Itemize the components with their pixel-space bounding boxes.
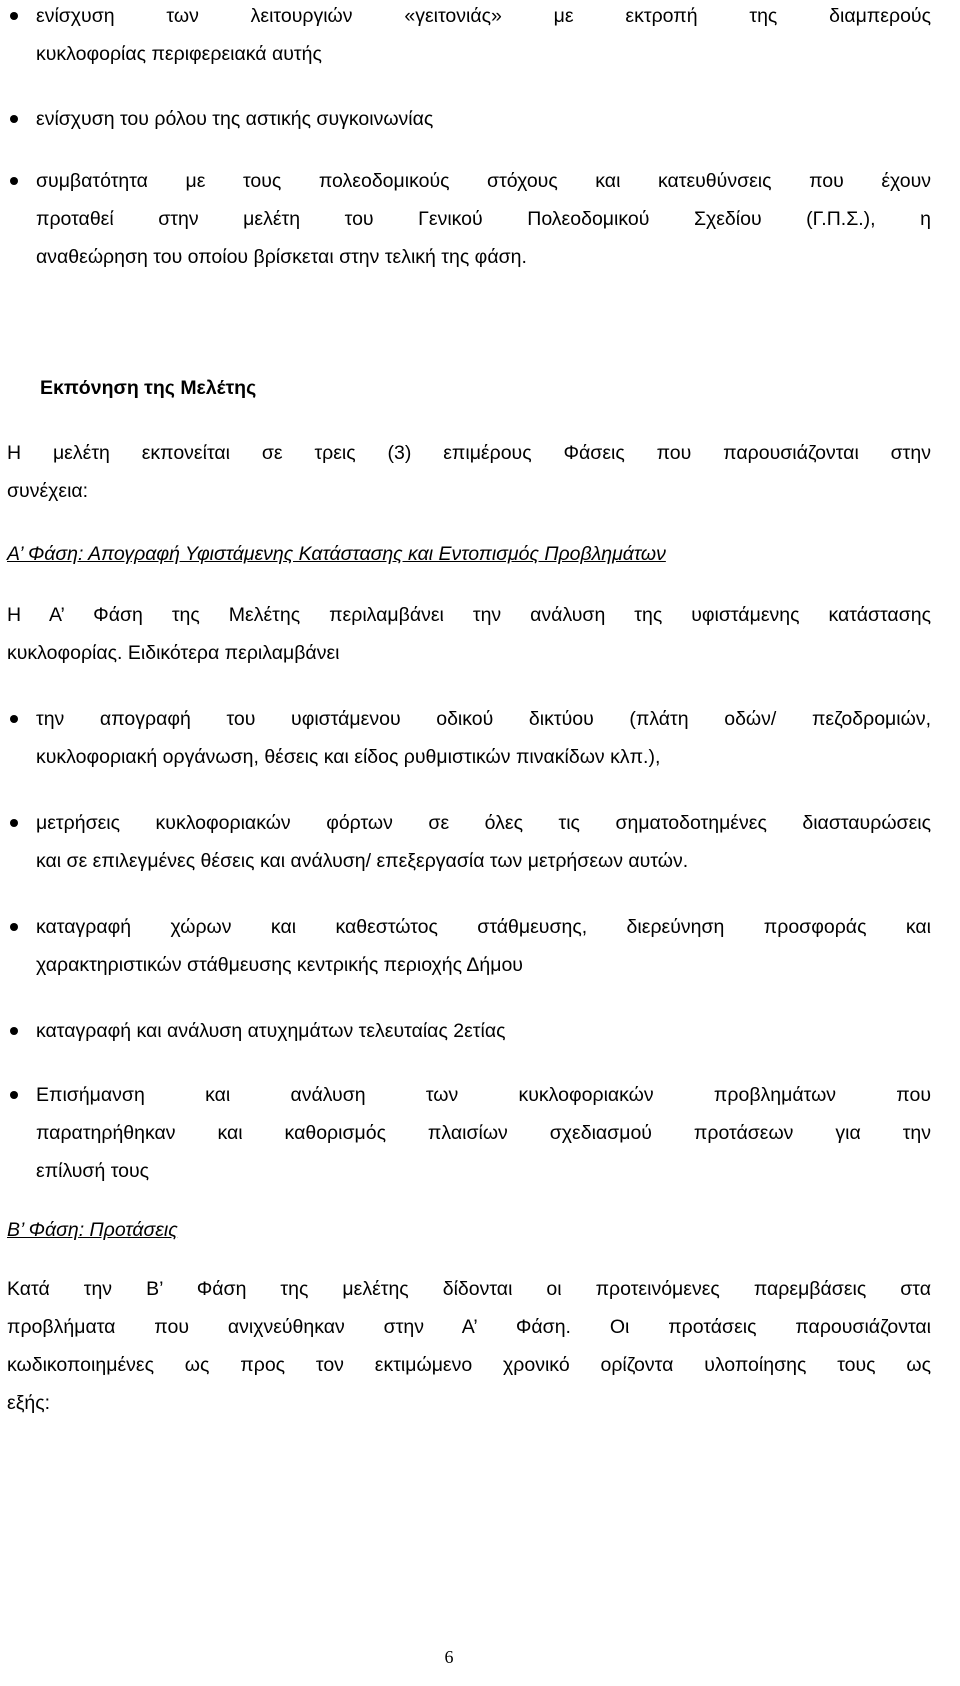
bullet-icon bbox=[10, 715, 18, 723]
list-item-line: μετρήσεις κυκλοφοριακών φόρτων σε όλες τις σηματοδοτημένες διασταυρώσεις bbox=[36, 812, 931, 834]
list-item-line: συμβατότητα με τους πολεοδομικούς στόχους και κατευθύνσεις που έχουν bbox=[36, 170, 931, 192]
list-item-line: κυκλοφοριακή οργάνωση, θέσεις και είδος ρυθμιστικών πινακίδων κλπ.), bbox=[36, 746, 661, 768]
list-item-line: αναθεώρηση του οποίου βρίσκεται στην τελική της φάση. bbox=[36, 246, 527, 268]
phase-a-paragraph bbox=[7, 596, 931, 672]
paragraph-line: προβλήματα που ανιχνεύθηκαν στην Α’ Φάση. Οι προτάσεις παρουσιάζονται bbox=[7, 1316, 931, 1338]
list-item-line: ενίσχυση του ρόλου της αστικής συγκοινωνίας bbox=[36, 108, 434, 130]
paragraph-line: εξής: bbox=[7, 1392, 51, 1414]
list-item-line: Επισήμανση και ανάλυση των κυκλοφοριακών προβλημάτων που bbox=[36, 1084, 931, 1106]
bullet-icon bbox=[10, 12, 18, 20]
bullet-icon bbox=[10, 177, 18, 185]
bullet-icon bbox=[10, 1027, 18, 1035]
list-item-line: κυκλοφορίας περιφερειακά αυτής bbox=[36, 43, 322, 65]
paragraph-line: Κατά την Β’ Φάση της μελέτης δίδονται οι προτεινόμενες παρεμβάσεις στα bbox=[7, 1278, 931, 1300]
paragraph-line: κυκλοφορίας. Ειδικότερα περιλαμβάνει bbox=[7, 642, 340, 664]
bullet-icon bbox=[10, 923, 18, 931]
list-item-line: ενίσχυση των λειτουργιών «γειτονιάς» με εκτροπή της διαμπερούς bbox=[36, 5, 931, 27]
phase-b-title: Β’ Φάση: Προτάσεις bbox=[7, 1219, 178, 1241]
list-item-line: χαρακτηριστικών στάθμευσης κεντρικής περιοχής Δήμου bbox=[36, 954, 523, 976]
phase-b-paragraph bbox=[7, 1270, 931, 1422]
bullet-icon bbox=[10, 819, 18, 827]
paragraph-line: Η μελέτη εκπονείται σε τρεις (3) επιμέρους Φάσεις που παρουσιάζονται στην bbox=[7, 442, 931, 464]
list-item-line: καταγραφή και ανάλυση ατυχημάτων τελευταίας 2ετίας bbox=[36, 1020, 506, 1042]
intro-paragraph bbox=[7, 434, 931, 510]
list-item-line: καταγραφή χώρων και καθεστώτος στάθμευσης, διερεύνηση προσφοράς και bbox=[36, 916, 931, 938]
list-item-line: επίλυσή τους bbox=[36, 1160, 150, 1182]
paragraph-line: συνέχεια: bbox=[7, 480, 89, 502]
list-item-line: και σε επιλεγμένες θέσεις και ανάλυση/ επεξεργασία των μετρήσεων αυτών. bbox=[36, 850, 689, 872]
list-item-line: την απογραφή του υφιστάμενου οδικού δικτύου (πλάτη οδών/ πεζοδρομιών, bbox=[36, 708, 931, 730]
paragraph-line: κωδικοποιημένες ως προς τον εκτιμώμενο χρονικό ορίζοντα υλοποίησης τους ως bbox=[7, 1354, 931, 1376]
list-item-line: παρατηρήθηκαν και καθορισμός πλαισίων σχεδιασμού προτάσεων για την bbox=[36, 1122, 931, 1144]
bullet-icon bbox=[10, 1091, 18, 1099]
list-item-line: προταθεί στην μελέτη του Γενικού Πολεοδομικού Σχεδίου (Γ.Π.Σ.), η bbox=[36, 208, 931, 230]
bullet-icon bbox=[10, 115, 18, 123]
paragraph-line: Η Α’ Φάση της Μελέτης περιλαμβάνει την ανάλυση της υφιστάμενης κατάστασης bbox=[7, 604, 931, 626]
section-heading: Εκπόνηση της Μελέτης bbox=[40, 377, 257, 399]
page-number: 6 bbox=[444, 1647, 454, 1667]
phase-a-title: Α’ Φάση: Απογραφή Υφιστάμενης Κατάστασης και Εντοπισμός Προβλημάτων bbox=[7, 543, 666, 565]
